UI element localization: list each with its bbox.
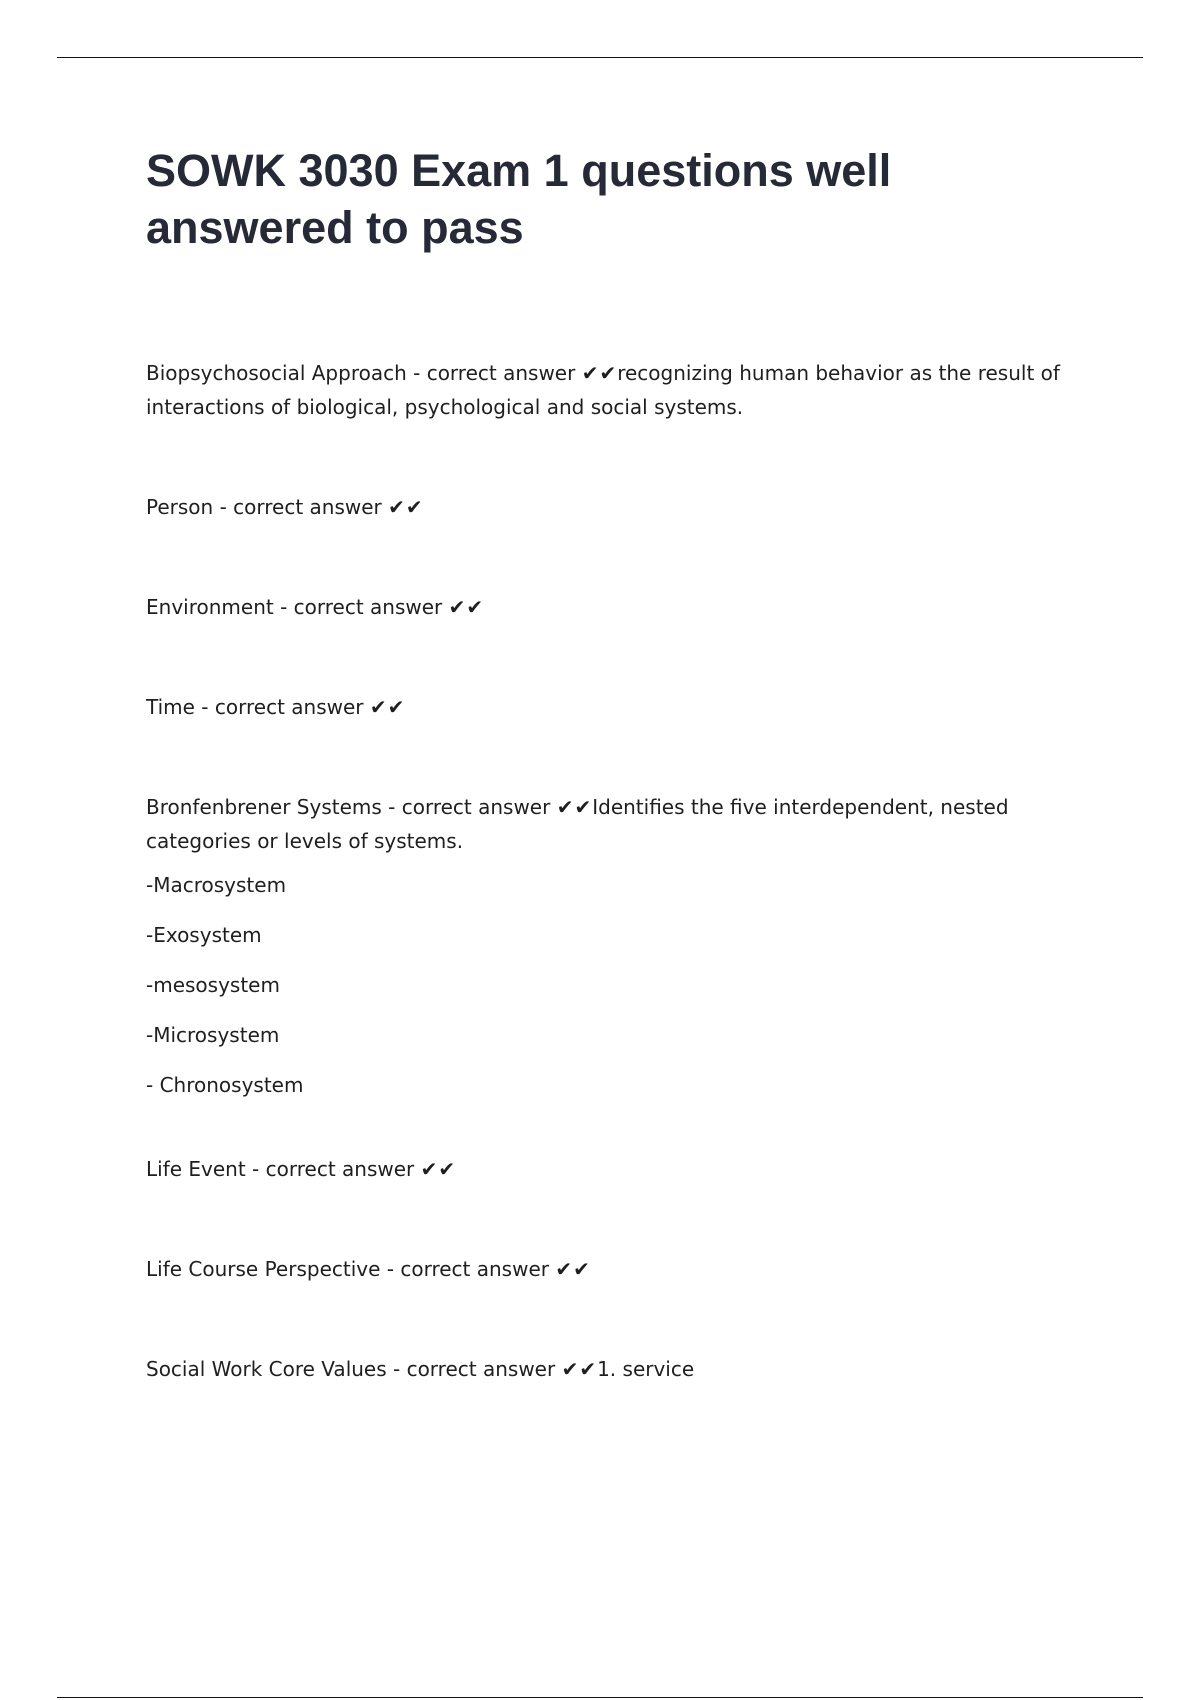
qa-term: Biopsychosocial Approach - correct answer <box>146 361 582 385</box>
list-item: -Microsystem <box>146 1023 280 1047</box>
qa-answer: 1. service <box>597 1357 695 1381</box>
double-check-icon: ✔✔ <box>448 595 485 619</box>
qa-answer: Identifies the five interdependent, nested categories or levels of systems. <box>146 795 1009 853</box>
qa-term: Environment - correct answer <box>146 595 449 619</box>
qa-entry-life-course <box>146 1252 1066 1286</box>
bottom-rule <box>57 1697 1143 1698</box>
qa-list <box>146 356 1066 1386</box>
qa-entry-bronfenbrener <box>146 790 1066 1102</box>
double-check-icon: ✔✔ <box>369 695 406 719</box>
document-body <box>146 142 1066 1452</box>
qa-term: Social Work Core Values - correct answer <box>146 1357 562 1381</box>
list-item: -Macrosystem <box>146 873 287 897</box>
qa-term: Life Course Perspective - correct answer <box>146 1257 556 1281</box>
qa-term: Time - correct answer <box>146 695 370 719</box>
qa-term: Bronfenbrener Systems - correct answer <box>146 795 557 819</box>
qa-entry-time <box>146 690 1066 724</box>
qa-entry-life-event <box>146 1152 1066 1186</box>
qa-entry-biopsychosocial <box>146 356 1066 424</box>
qa-entry-person <box>146 490 1066 524</box>
double-check-icon: ✔✔ <box>420 1157 457 1181</box>
list-item: -Exosystem <box>146 923 262 947</box>
list-item: - Chronosystem <box>146 1073 304 1097</box>
qa-term: Life Event - correct answer <box>146 1157 421 1181</box>
qa-answer: recognizing human behavior as the result of interactions of biological, psychological and social systems. <box>146 361 1060 419</box>
double-check-icon: ✔✔ <box>556 795 593 819</box>
qa-entry-environment <box>146 590 1066 624</box>
double-check-icon: ✔✔ <box>581 361 618 385</box>
top-rule <box>57 57 1143 58</box>
double-check-icon: ✔✔ <box>388 495 424 519</box>
qa-term: Person - correct answer <box>146 495 389 519</box>
double-check-icon: ✔✔ <box>561 1357 598 1381</box>
systems-list <box>146 868 1066 1102</box>
list-item: -mesosystem <box>146 973 280 997</box>
double-check-icon: ✔✔ <box>555 1257 591 1281</box>
document-title: SOWK 3030 Exam 1 questions well answered to pass <box>146 145 892 253</box>
qa-entry-core-values <box>146 1352 1066 1386</box>
